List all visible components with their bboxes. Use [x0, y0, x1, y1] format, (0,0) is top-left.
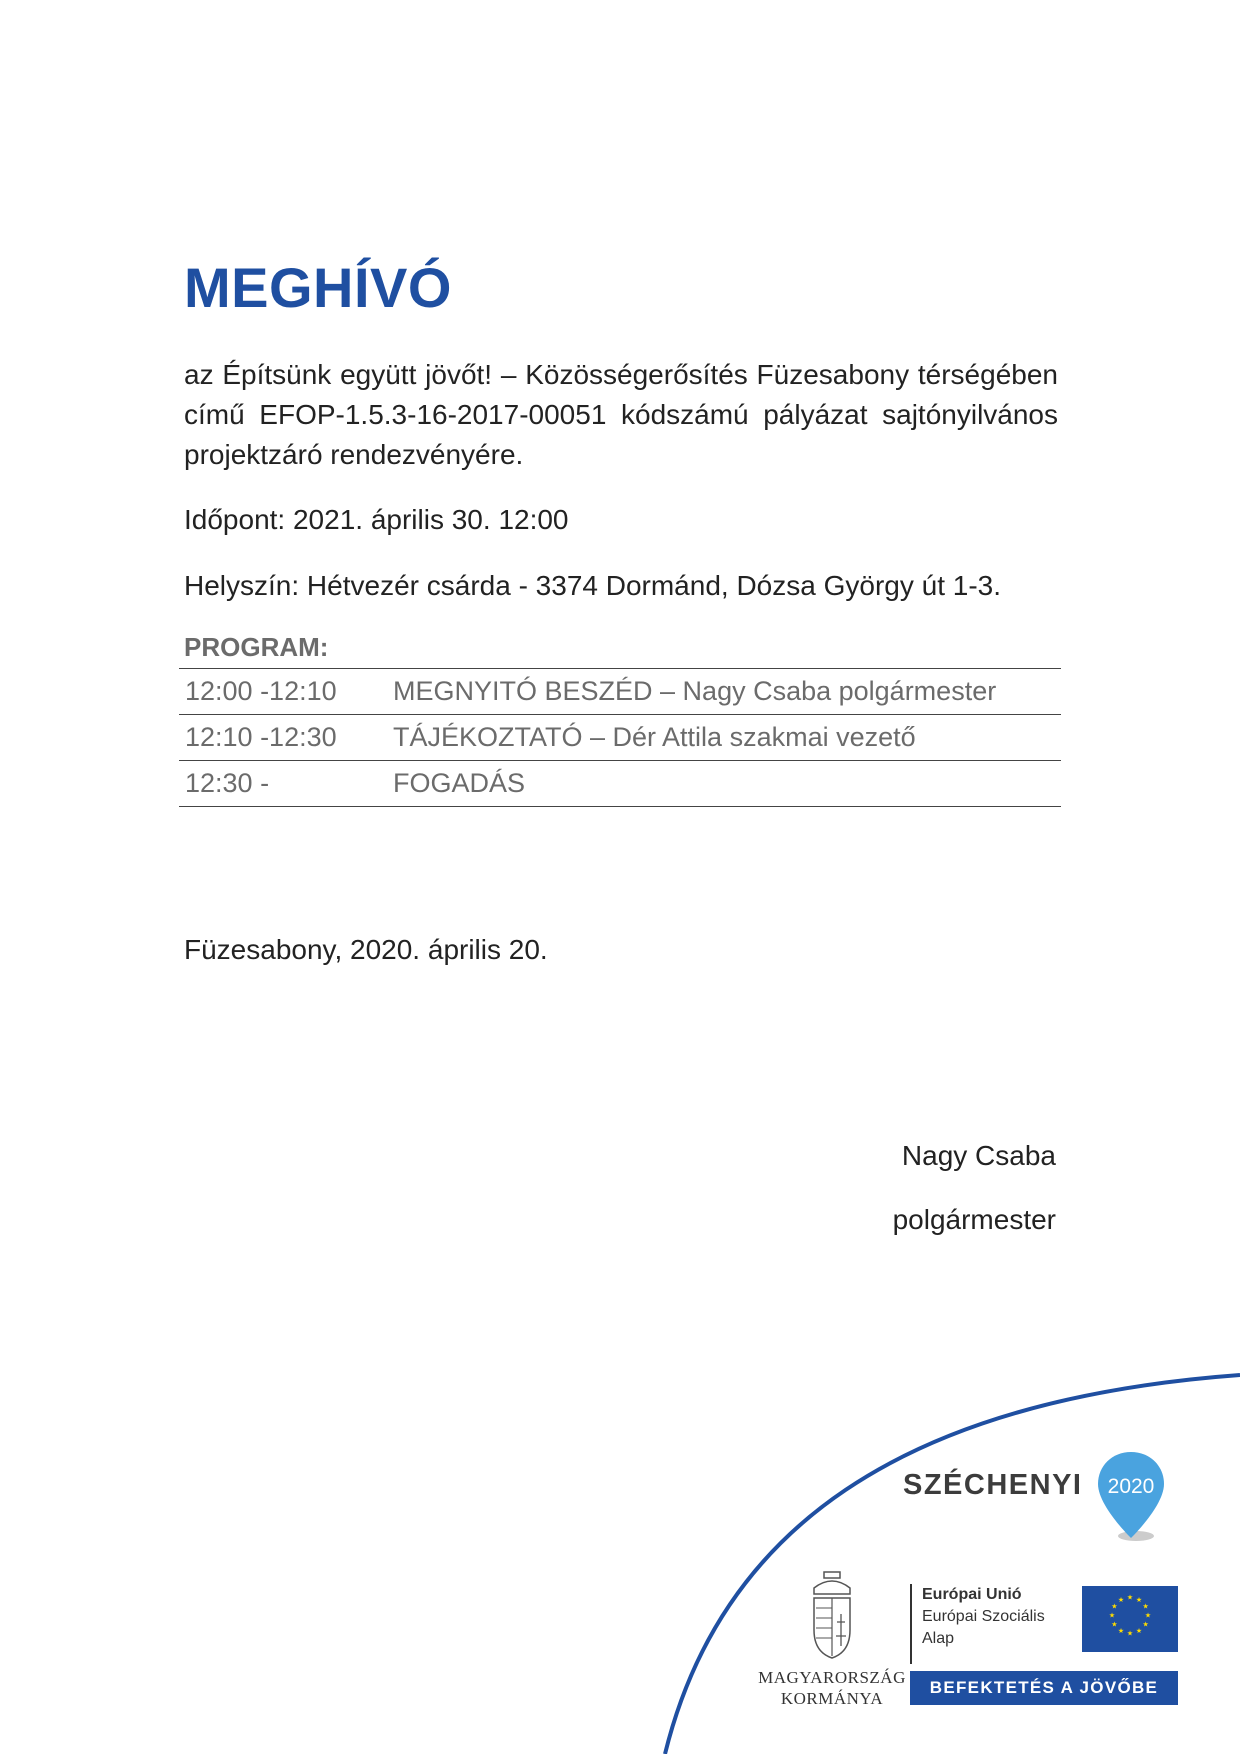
signature-role: polgármester	[892, 1204, 1056, 1235]
government-line-1: MAGYARORSZÁG	[758, 1668, 906, 1687]
program-event: TÁJÉKOZTATÓ – Dér Attila szakmai vezető	[387, 715, 1061, 761]
program-time: 12:30 -	[179, 761, 387, 807]
svg-text:★: ★	[1135, 1627, 1143, 1636]
svg-text:★: ★	[1117, 1595, 1125, 1604]
svg-text:★: ★	[1142, 1620, 1149, 1629]
event-time: Időpont: 2021. április 30. 12:00	[184, 504, 569, 535]
signature-name: Nagy Csaba	[901, 1140, 1056, 1171]
svg-text:★: ★	[1144, 1611, 1152, 1620]
intro-paragraph: az Építsünk együtt jövőt! – Közösségerősítés Füzesabony térségében című EFOP-1.5.3-16-2017-00051 kódszámú pályázat sajtónyilvános projektzáró rendezvényére.	[184, 359, 1058, 470]
title: MEGHÍVÓ	[184, 256, 452, 319]
coat-of-arms-icon	[804, 1570, 860, 1662]
eu-fund-line-2: Alap	[922, 1630, 955, 1647]
event-location: Helyszín: Hétvezér csárda - 3374 Dormánd, Dózsa György út 1-3.	[184, 570, 1002, 601]
program-label: PROGRAM:	[184, 632, 329, 662]
szechenyi-pin-icon	[1096, 1450, 1166, 1546]
eu-fund-line-1: Európai Szociális	[922, 1608, 1045, 1625]
eu-flag-icon	[1082, 1586, 1178, 1652]
svg-text:★: ★	[1117, 1627, 1125, 1636]
szechenyi-logo-text: SZÉCHENYI	[903, 1469, 1083, 1501]
eu-label-block	[910, 1584, 1045, 1664]
svg-text:★: ★	[1135, 1595, 1143, 1604]
svg-text:★: ★	[1111, 1620, 1118, 1629]
investment-banner: BEFEKTETÉS A JÖVŐBE	[910, 1671, 1178, 1705]
government-name	[752, 1667, 912, 1709]
szechenyi-year: 2020	[1107, 1475, 1155, 1498]
program-event: MEGNYITÓ BESZÉD – Nagy Csaba polgármester	[387, 669, 1061, 715]
government-line-2: KORMÁNYA	[780, 1689, 884, 1708]
eu-name: Európai Unió	[922, 1586, 1022, 1603]
svg-text:★: ★	[1126, 1629, 1134, 1638]
svg-text:★: ★	[1142, 1602, 1149, 1611]
program-time: 12:10 -12:30	[179, 715, 387, 761]
program-time: 12:00 -12:10	[179, 669, 387, 715]
svg-text:★: ★	[1108, 1611, 1116, 1620]
program-event: FOGADÁS	[387, 761, 1061, 807]
place-date: Füzesabony, 2020. április 20.	[184, 934, 548, 965]
svg-text:★: ★	[1126, 1593, 1134, 1602]
svg-text:★: ★	[1111, 1602, 1118, 1611]
